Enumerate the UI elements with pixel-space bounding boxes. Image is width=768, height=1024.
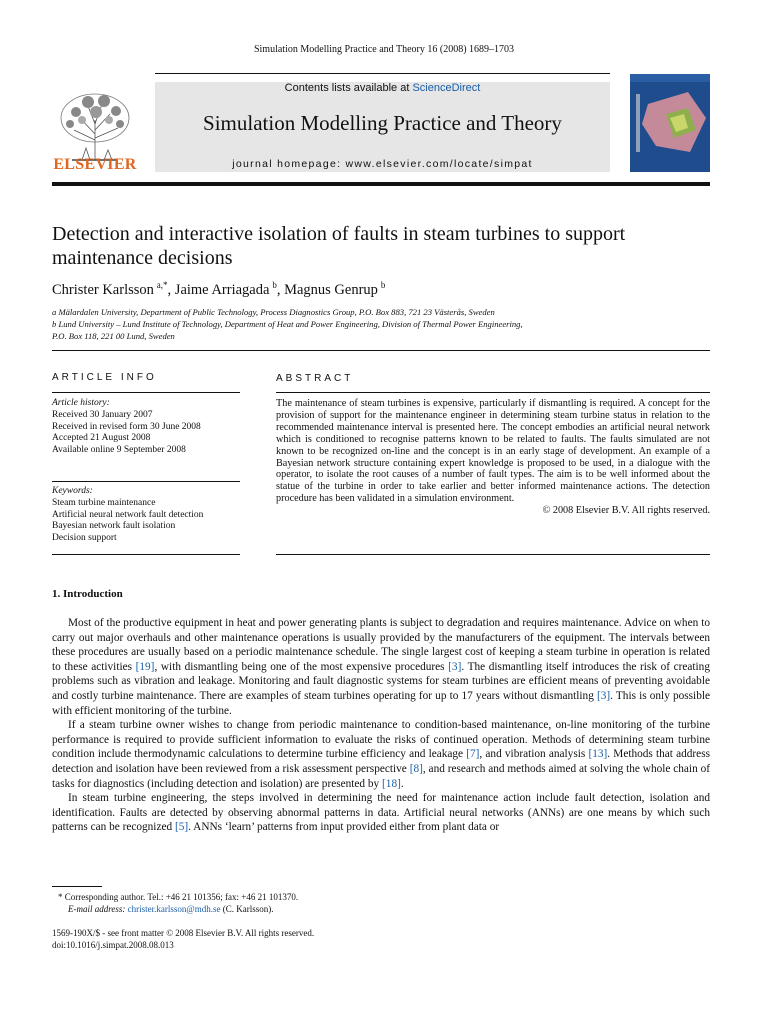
journal-citation: Simulation Modelling Practice and Theory 16 (2008) 1689–1703 [253,44,515,55]
keyword-item: Decision support [52,533,117,544]
citation-link[interactable]: [18] [382,777,401,790]
intro-paragraph-3 [52,791,710,835]
abstract-text: The maintenance of steam turbines is expensive, particularly if dismantling is required. A concept for the provision of support for the maintenance engineer in determining steam turbine status in relation to the recommended maintenance interval is presented here. The concept embodies an artificial neural network which is conditioned to recognise patterns known to be related to faults. The faults simulated are not known to be recognized on-line and the concept is in an early stage of development. An example of a Bayesian network structure containing expert knowledge is proposed to be used, in a dialogue with the operator, to isolate the root causes of a number of fault types. The aim is to be well informed about the statue of the turbine in order to take earlier and better informed maintenance actions. The detection procedure has been validated in a simulation environment. [276,398,710,505]
keyword-item: Artificial neural network fault detection [52,509,204,520]
abstract-rule [276,392,710,393]
author-name: Christer Karlsson [52,281,154,298]
abstract-heading: ABSTRACT [276,373,354,384]
email-link[interactable]: christer.karlsson@mdh.se [127,904,221,914]
footnote-rule [52,886,102,887]
history-item: Available online 9 September 2008 [52,445,186,456]
text-run: . ANNs ‘learn’ patterns from input provided either from plant data or [188,821,500,834]
article-info-heading: ARTICLE INFO [52,372,157,383]
abstract-body [276,398,710,517]
article-info-bottom-rule [52,554,240,555]
text-run: , with dismantling being one of the most expensive procedures [154,660,449,673]
header-top-rule [155,73,610,74]
article-info-rule [52,392,240,393]
doi-line[interactable]: doi:10.1016/j.simpat.2008.08.013 [52,940,174,950]
author-name: Magnus Genrup [284,281,378,298]
footnote-corresponding: * Corresponding author. Tel.: +46 21 101356; fax: +46 21 101370. [58,892,299,902]
keywords-rule [52,481,240,482]
affiliation-a: a Mälardalen University, Department of Public Technology, Process Diagnostics Group, P.O. Box 883, 721 23 Västerås, Sweden [52,307,495,317]
abstract-bottom-rule [276,554,710,555]
keywords-label: Keywords: [52,486,93,496]
author-affiliation-mark[interactable]: a,* [156,280,168,290]
article-history [52,398,201,457]
text-run: , and research and methods aimed at solving the whole chain of tasks for diagnostics (including detection and isolation) are presented by [52,762,710,790]
history-item: Received in revised form 30 June 2008 [52,421,201,432]
article-title: Detection and interactive isolation of faults in steam turbines to support maintenance decisions [52,223,626,269]
footnote-email [68,903,273,915]
intro-paragraph-2 [52,718,710,791]
journal-homepage[interactable]: journal homepage: www.elsevier.com/locate/simpat [232,158,533,170]
text-run: . Methods that address detection and isolation have been reviewed from a risk assessment perspective [52,748,710,775]
author-affiliation-mark[interactable]: b [380,280,386,290]
citation-link[interactable]: [5] [174,821,189,834]
keyword-item: Steam turbine maintenance [52,497,156,508]
contents-line [155,82,610,94]
history-item: Accepted 21 August 2008 [52,433,151,444]
citation-link[interactable]: [19] [135,660,155,673]
citation-link[interactable]: [8] [409,762,423,775]
introduction-body [52,616,710,835]
author-name: Jaime Arriagada [174,281,270,298]
author-list: Christer Karlsson $^{a,*}$, Jaime Arriagada $^b$, Magnus Genrup $^b$ [52,280,386,298]
text-run: In steam turbine engineering, the steps involved in determining the need for maintenance action include fault detection, isolation and identification. Faults are detected by observing abnormal patterns in data. Artificial neural networks (ANNs) are one means by which such patterns can be recognized [52,792,710,834]
history-item: Received 30 January 2007 [52,409,153,420]
abstract-copyright: © 2008 Elsevier B.V. All rights reserved. [542,505,710,517]
email-suffix: (C. Karlsson). [220,904,274,914]
front-matter-rule [52,350,710,351]
citation-link[interactable]: [3] [448,660,462,673]
citation-link[interactable]: [13] [588,748,608,761]
sciencedirect-link[interactable]: ScienceDirect [412,82,481,94]
text-run: . [400,777,404,790]
text-run: . This is only possible with efficient monitoring of the turbine. [52,689,710,717]
section-heading-introduction: 1. Introduction [52,588,123,600]
citation-link[interactable]: [7] [466,748,480,761]
affiliation-b-address: P.O. Box 118, 221 00 Lund, Sweden [52,331,175,341]
history-label: Article history: [52,398,110,408]
intro-paragraph-1 [52,616,710,718]
author-affiliation-mark[interactable]: b [272,280,277,290]
header-thick-rule [52,182,710,186]
text-run: If a steam turbine owner wishes to change from periodic maintenance to condition-based maintenance, on-line monitoring of the turbine performance is required to provide sufficient information to evaluate the risks of continued operation. Methods of determining steam turbine condition include thermodynamic calculations to determine turbine efficiency and leakage [52,719,710,761]
contents-prefix: Contents lists available at [284,82,413,94]
affiliation-b: b Lund University – Lund Institute of Technology, Department of Heat and Power Engineering, Division of Thermal Power Engineering, [52,319,523,329]
text-run: Most of the productive equipment in heat and power generating plants is subject to degradation and requires maintenance. Advice on when to carry out major overhauls and other maintenance operations is usually provided by the manufacturers of the equipment. The intervals between these procedures are usually based on a periodic maintenance schedule. The single largest cost of keeping a steam turbine in operation is related to these activities [52,617,710,673]
publisher-logo-text: ELSEVIER [53,156,137,173]
text-run: , and vibration analysis [479,748,589,761]
email-label: E-mail address: [68,904,128,914]
keywords [52,486,203,545]
text-run: . The dismantling itself introduces the risk of creating problems such as vibration and leakage. Monitoring and fault diagnostic systems for steam turbines are efficient means of preventing avoidable and costly turbine maintenance. There are examples of steam turbines operating for up to 17 years without dismantling [52,660,710,702]
citation-link[interactable]: [3] [596,689,611,702]
journal-title: Simulation Modelling Practice and Theory [203,111,562,135]
journal-cover-image [630,74,710,172]
issn-line: 1569-190X/$ - see front matter © 2008 Elsevier B.V. All rights reserved. [52,928,315,938]
keyword-item: Bayesian network fault isolation [52,521,176,532]
